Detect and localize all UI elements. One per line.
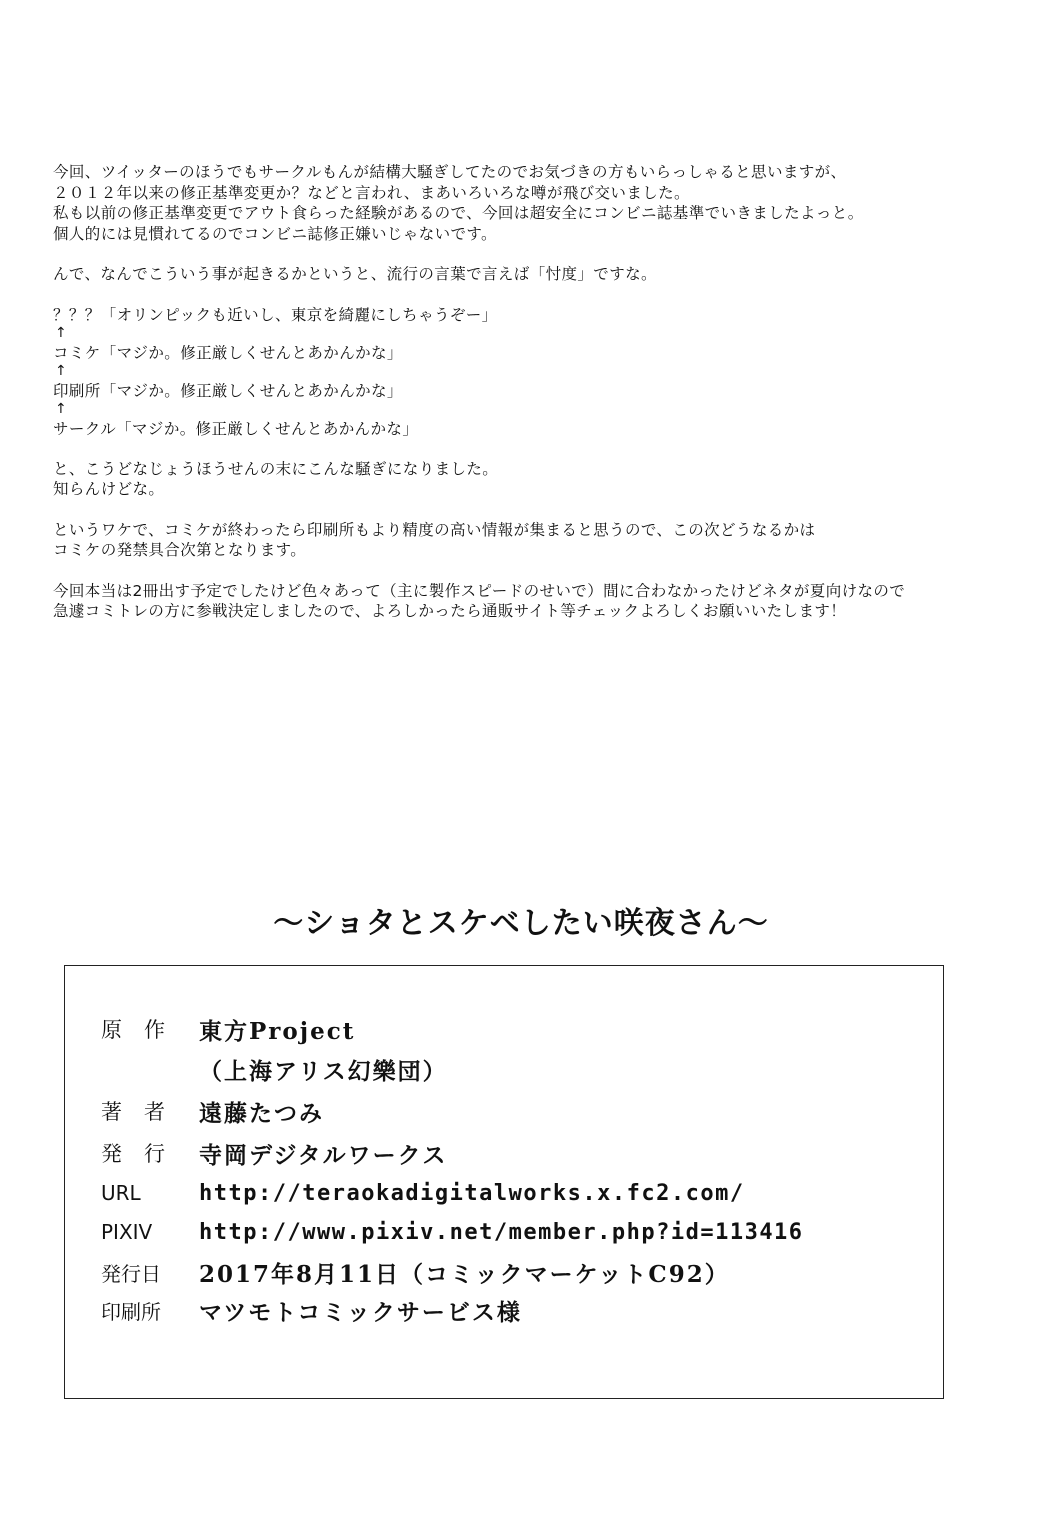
chain-line: コミケ「マジか。修正厳しくせんとあかんかな」 <box>53 343 403 362</box>
colophon-url: http://www.pixiv.net/member.php?id=113416 <box>199 1219 804 1245</box>
afterword-line: 私も以前の修正基準変更でアウト食らった経験があるので、今回は超安全にコンビニ誌基準でいきましたよっと。 <box>53 204 864 222</box>
up-arrow-icon: ↑ <box>55 324 68 341</box>
afterword-line: 知らんけどな。 <box>53 480 165 498</box>
colophon-row-publisher <box>101 1136 447 1170</box>
afterword-line: 急遽コミトレの方に参戦決定しましたので、よろしかったら通販サイト等チェックよろしくお願いいたします！ <box>53 602 847 620</box>
colophon-value: 遠藤たつみ <box>199 1099 324 1127</box>
chain-line: サークル「マジか。修正厳しくせんとあかんかな」 <box>53 419 419 438</box>
colophon-row-pixiv <box>101 1215 804 1249</box>
colophon-label: 原作 <box>101 1018 187 1042</box>
afterword-line: ２０１２年以来の修正基準変更か？などと言われ、まあいろいろな噂が飛び交いました。 <box>53 183 690 202</box>
afterword-text <box>53 162 1013 622</box>
colophon-value: マツモトコミックサービス様 <box>199 1298 522 1326</box>
colophon-url: http://teraokadigitalworks.x.fc2.com/ <box>199 1180 745 1206</box>
colophon-row-original <box>101 1012 355 1046</box>
colophon-label: 発行 <box>101 1142 187 1166</box>
colophon-label: 印刷所 <box>101 1299 161 1324</box>
afterword-line: というワケで、コミケが終わったら印刷所もより精度の高い情報が集まると思うので、この次どうなるかは <box>53 520 816 539</box>
colophon-row-date <box>101 1255 730 1289</box>
colophon-box <box>64 965 944 1399</box>
colophon-label: URL <box>101 1181 141 1205</box>
colophon-value: 寺岡デジタルワークス <box>199 1141 448 1169</box>
afterword-line: んで、なんでこういう事が起きるかというと、流行の言葉で言えば「忖度」ですな。 <box>53 265 657 283</box>
colophon-label: 発行日 <box>101 1261 161 1286</box>
afterword-line: コミケの発禁具合次第となります。 <box>53 541 307 559</box>
colophon-value: 2017年8月11日（コミックマーケットC92） <box>199 1260 730 1288</box>
colophon-label: 著者 <box>101 1100 187 1124</box>
colophon-row-author <box>101 1094 324 1128</box>
colophon-row-printer <box>101 1293 522 1327</box>
afterword-line: と、こうどなじょうほうせんの末にこんな騒ぎになりました。 <box>53 459 499 478</box>
afterword-line: 今回本当は2冊出す予定でしたけど色々あって（主に製作スピードのせいで）間に合わなかったけどネタが夏向けなので <box>53 581 906 600</box>
colophon-row-url <box>101 1176 745 1210</box>
book-title: ～ショタとスケベしたい咲夜さん～ <box>273 906 769 941</box>
up-arrow-icon: ↑ <box>55 400 68 417</box>
afterword-line: 今回、ツイッターのほうでもサークルもんが結構大騒ぎしてたのでお気づきの方もいらっしゃると思いますが、 <box>53 163 847 181</box>
up-arrow-icon: ↑ <box>55 362 68 379</box>
chain-line: 印刷所「マジか。修正厳しくせんとあかんかな」 <box>53 381 403 400</box>
colophon-value: 東方Project <box>199 1017 356 1045</box>
colophon-row-original-sub <box>101 1052 448 1086</box>
chain-line: ？？？「オリンピックも近いし、東京を綺麗にしちゃうぞー」 <box>53 305 498 324</box>
colophon-label: PIXIV <box>101 1220 153 1244</box>
colophon-value: （上海アリス幻樂団） <box>199 1057 448 1085</box>
afterword-line: 個人的には見慣れてるのでコンビニ誌修正嫌いじゃないです。 <box>53 224 497 243</box>
